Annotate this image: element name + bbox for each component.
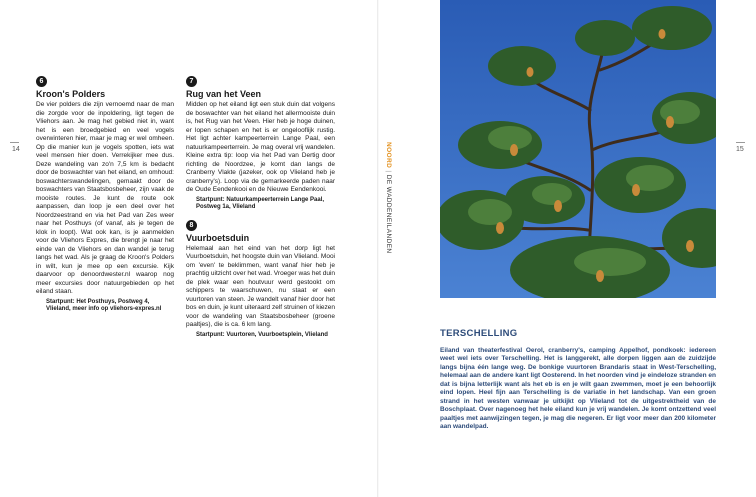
- section-title: Vuurboetsduin: [186, 232, 250, 243]
- running-head-separator: |: [385, 170, 392, 173]
- pine-tree-image: [440, 0, 716, 298]
- region-body: Eiland van theaterfestival Oerol, cranberry's, camping Appelhof, pondkoek: iedereen weet wel iets over Terschelling. Het is langgerekt, alle dorpen liggen aan de zuidzijde langs bijna één lange weg. De bonkige vuurtoren Brandaris staat in West-Terschelling, helemaal aan de andere kant ligt Oosterend. In het noorden vind je eindeloze stranden en dat is bijna letterlijk want als het eb is en je wilt gaan zwemmen, moet je een behoorlijk eind lopen. Heel fijn aan Terschelling is de variatie in het landschap. Van een groen strand in het westen vanwaar je uitkijkt op Vlieland tot de uitgestrektheid van de Boschplaat. Over nagenoeg het hele eiland kun je vrij wandelen. Je komt ontzettend veel paaltjes met aanwijzingen tegen, je mag die negeren. Er ligt voor meer dan 200 kilometer aan wandelpad.: [440, 346, 716, 430]
- section-vuurboetsduin: [186, 220, 335, 340]
- section-rug-van-het-veen: [186, 76, 335, 212]
- text-column-middle: [186, 76, 335, 339]
- section-title: Kroon's Polders: [36, 89, 106, 99]
- section-title: Rug van het Veen: [186, 89, 262, 99]
- region-title: TERSCHELLING: [440, 328, 518, 339]
- section-startpoint: Startpunt: Het Posthuys, Postweg 4, Vlieland, meer info op vliehors-expres.nl: [46, 298, 162, 312]
- page-tick-left: [10, 142, 19, 143]
- running-head-title: DE WADDENEILANDEN: [385, 174, 392, 254]
- running-head-accent: NOORD: [385, 142, 392, 169]
- running-head: [382, 142, 392, 282]
- section-number-badge: 6: [36, 76, 47, 87]
- section-number-badge: 7: [186, 76, 197, 87]
- pine-tree-photo: [440, 0, 716, 298]
- text-column-left: [36, 76, 174, 314]
- page-gutter: [377, 0, 379, 497]
- section-number-badge: 8: [186, 220, 197, 231]
- section-startpoint: Startpunt: Natuurkampeerterrein Lange Paal, Postweg 1a, Vlieland: [196, 196, 325, 210]
- section-kroons-polders: [36, 76, 174, 314]
- section-body: Midden op het eiland ligt een stuk duin dat volgens de boswachter van het eiland het allermooiste duin is, het Rug van het Veen. Hier heb je hoge duinen, er lopen schapen en het is er ongelooflijk rustig. Het ligt achter kampeerterrein Lange Paal, een natuurkampeerterrein. Je mag overal vrij wandelen. Kleine extra tip: loop via het Pad van Dertig door richting de Noordzee, je komt dan langs de Cranberry Vlakte (jazeker, ook op Vlieland heb je cranberry's). Loop via de gemarkeerde paden naar de Oude Eendenkooi en de Nieuwe Eendenkooi.: [186, 101, 335, 193]
- section-startpoint: Startpunt: Vuurtoren, Vuurboetsplein, Vlieland: [196, 331, 328, 338]
- page-number-right: 15: [736, 146, 744, 153]
- page-number-left: 14: [12, 146, 20, 153]
- section-body: De vier polders die zijn vernoemd naar de man die zorgde voor de inpoldering, ligt tegen de Vliehors aan. Je mag het gebied niet in, want het is een broedgebied en veel vogels overwinteren hier, maar je mag er wel omheen. Op die manier kun je vogels spotten, iets wat veel mensen hier doen. Verrekijker mee dus. Deze wandeling van zo'n 7,5 km is bedacht door de boswachter van het eiland, en omhoud: boswachterswandelingen, gemaakt door de boswachters van Staatsbosbeheer, zijn vaak de mooiste routes. Je kunt de route ook aanpassen, dan loop je een deel over het Noordzeestrand en via het Pad van Zes weer naar het Posthuys (of vanaf, als je tegen de klok in loopt). Wat ook kan, is je aanmelden voor de Vliehors Expres, die brengt je naar het einde van de Vliehors en dan wandel je terug langs het wad. Als je graag de Kroon's Polders in wilt, kun je mee op een excursie. Kijk daarvoor op denoordwester.nl waarop nog meer excursies door natuurgebieden op het eiland staan.: [36, 101, 174, 295]
- section-body: Helemaal aan het eind van het dorp ligt het Vuurboetsduin, het hoogste duin van Vlieland. Mooi om 'even' te beklimmen, want vanaf hier heb je prachtig uitzicht over het wad. Vroeger was het duin de plek waar een houtvuur werd gestookt om schippers te waarschuwen, nu staat er een vuurtoren van steen. Je wandelt vanaf hier door het bos en duin, je kunt uiteraard zelf struinen of kiezen voor de wandeling van Staatsbosbeheer (groene paaltjes), die is ca. 6 km lang.: [186, 244, 335, 328]
- page-tick-right: [736, 142, 745, 143]
